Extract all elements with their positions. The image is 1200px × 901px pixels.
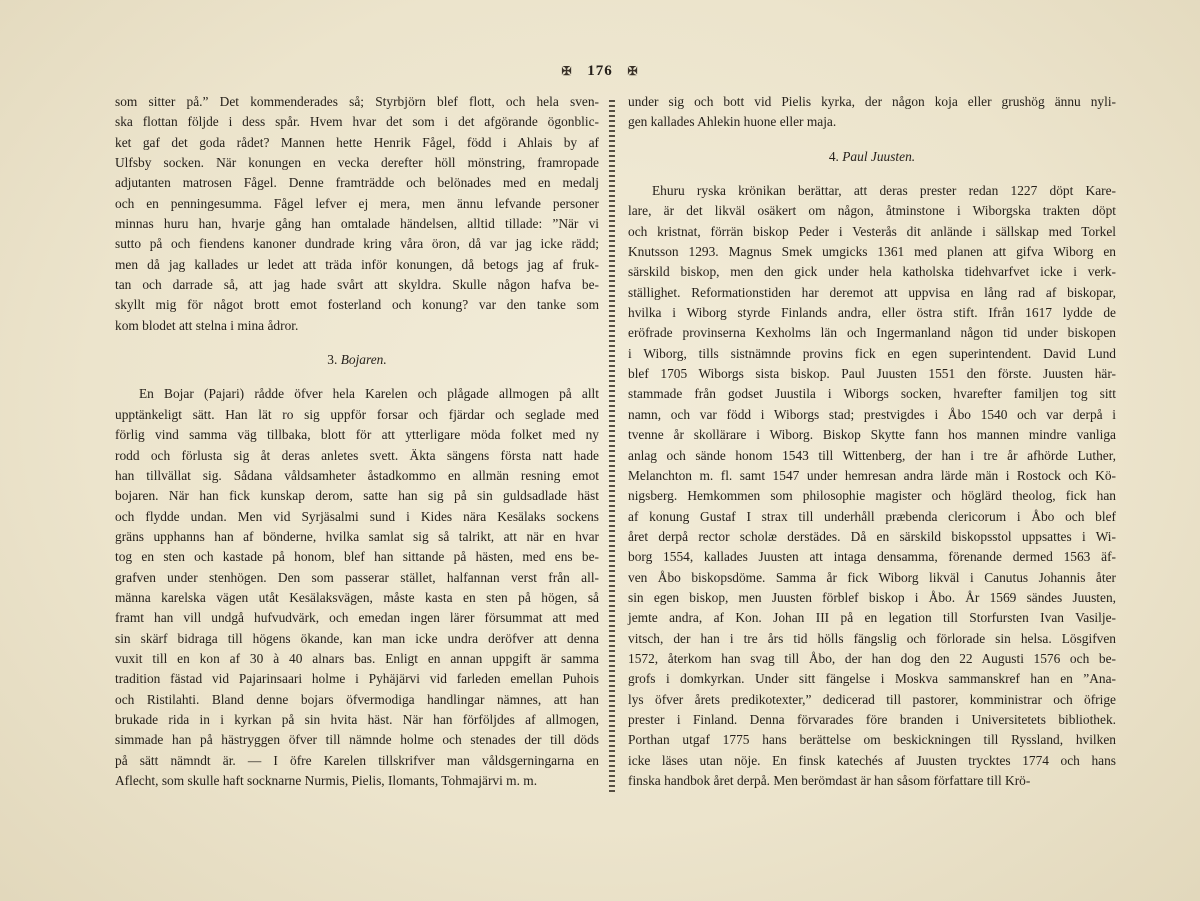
- text-line: En Bojar (Pajari) rådde öfver hela Karelen och plågade allmogen på allt: [139, 386, 599, 402]
- text-line: på sätt nämndt är. — I öfre Karelen tillskrifver man våldsgerningarna en: [115, 752, 599, 768]
- text-line: Knutsson 1293. Magnus Smek umgicks 1361 med planen att gifva Wiborg en: [628, 244, 1116, 260]
- text-line: finska handbok året derpå. Men berömdast är han såsom författare till Krö-: [628, 773, 1031, 788]
- page-header: [0, 63, 1200, 80]
- paragraph-continuation: [628, 92, 1116, 133]
- text-line: tog en sten och kastade på honom, blef han sittande på hästen, med ens be-: [115, 549, 599, 565]
- text-line: tradition fästad vid Pajarinsaari holme i Pyhäjärvi vid farleden emellan Puhois: [115, 671, 599, 687]
- text-line: namn, och var född i Wiborgs stad; prestvigdes i Åbo 1540 och var derpå i: [628, 406, 1116, 422]
- text-line: ställighet. Reformationstiden har deremot att uppvisa en lång rad af biskopar,: [628, 284, 1116, 300]
- text-line: nigsberg. Hemkommen som philosophie magister och höglärd theolog, fick han: [628, 488, 1116, 504]
- section-heading-juusten: [628, 147, 1116, 167]
- text-line: kom blodet att stelna i mina ådror.: [115, 317, 299, 333]
- text-line: i Wiborg, tills sistnämnde provins fick en egen superintendent. David Lund: [628, 345, 1116, 361]
- section-title: Bojaren.: [340, 352, 387, 368]
- text-line: eröfrade provinserna Kexholms län och Ingermanland någon tid under biskopen: [628, 325, 1116, 341]
- text-line: grofs i domkyrkan. Under sitt fängelse i Moskva sammanskref han en ”Ana-: [628, 671, 1116, 687]
- text-line: männa karelska vägen utåt Kesälaksvägen, måste kasta en sten på högen, så: [115, 589, 599, 605]
- text-line: skyllt mig för något brott emot fosterland och konung? var den tanke som: [115, 297, 599, 313]
- text-line: lys öfver årets predikotexter,” dedicerad till pastorer, komministrar och öfrige: [628, 691, 1116, 707]
- text-line: särskild biskop, men den gick under hela katholska tidehvarfvet icke i verk-: [628, 264, 1116, 280]
- text-line: anlag och sände honom 1543 till Wittenberg, der han i tre år afhörde Luther,: [628, 447, 1116, 463]
- text-line: sin egen biskop, men Juusten förblef biskop i Åbo. År 1569 sändes Juusten,: [628, 589, 1116, 605]
- text-line: minnas huru han, hvarje gång han omtalade händelsen, alltid tillade: ”När vi: [115, 216, 599, 232]
- text-line: sin skärf bidraga till högens ökande, kan man icke undra deröfver att denna: [115, 630, 599, 646]
- section-title: Paul Juusten.: [842, 148, 916, 164]
- text-line: upptänkeligt sätt. Han lät ro sig uppför forsar och fjärdar och seglade med: [115, 406, 599, 422]
- text-line: framt han vill undgå hufvudvärk, och emedan ingen lärer försummat att med: [115, 610, 599, 626]
- text-line: Ulfsby socken. När konungen en vecka derefter höll mönstring, framropade: [115, 155, 599, 171]
- text-line: prester i Finland. Denna förvarades före branden i Universitetets bibliothek.: [628, 711, 1116, 727]
- text-line: ven Åbo biskopsdöme. Samma år fick Wiborg likväl i Canutus Johannis åter: [628, 569, 1116, 585]
- text-line: grafven under stenhögen. Den som passerar stället, halfannan verst från all-: [115, 569, 599, 585]
- section-number: 4.: [828, 148, 839, 164]
- section-heading-bojaren: [115, 350, 599, 370]
- right-text-column: [628, 92, 1116, 791]
- text-line: vuxit till en kon af 30 à 40 alnars bas. Enligt en annan uppgift är samma: [115, 650, 599, 666]
- text-line: jemte andra, af Kon. Johan III på en legation till Storfursten Ivan Vasilje-: [628, 610, 1116, 626]
- paragraph-juusten: [628, 181, 1116, 791]
- text-line: rodd och förlusta sig åt deras anletes svett. Äkta sängens första natt hade: [115, 447, 599, 463]
- text-line: stammade från godset Juustila i Wiborgs socken, hvarefter familjen tog sitt: [628, 386, 1116, 402]
- text-line: af konung Gustaf I strax till underhåll præbenda clericorum i Åbo och blef: [628, 508, 1116, 524]
- text-line: lare, är det likväl osäkert om någon, åtminstone i Wiborgska trakten döpt: [628, 203, 1116, 219]
- page-number: 176: [587, 63, 613, 79]
- text-line: ket gaf det goda rådet? Mannen hette Henrik Fågel, född i Ahlais by af: [115, 134, 599, 150]
- text-line: sutto på och fiendens kanoner dundrade kring våra öron, då var jag icke rädd;: [115, 236, 599, 252]
- text-line: under sig och bott vid Pielis kyrka, der någon koja eller grushög ännu nyli-: [628, 94, 1116, 109]
- text-line: Melanchton m. fl. samt 1547 under hemresan andra lärde män i Rostock och Kö-: [628, 467, 1116, 483]
- text-line: icke läses utan nöje. En finsk katechés af Juusten trycktes 1774 och hans: [628, 752, 1116, 768]
- text-line: brukade rida in i kyrkan på sin hvita häst. När han förföljdes af allmogen,: [115, 711, 599, 727]
- text-line: som sitter på.” Det kommenderades så; Styrbjörn blef flott, och hela sven-: [115, 94, 599, 109]
- text-line: året derpå rector scholæ derstädes. Då en särskild biskopsstol uppsattes i Wi-: [628, 528, 1116, 544]
- text-line: ska flottan följde i dess spår. Hvem hvar det som i det afgörande ögonblic-: [115, 114, 599, 130]
- text-line: Aflecht, som skulle haft socknarne Nurmis, Pielis, Ilomants, Tohmajärvi m. m.: [115, 773, 538, 788]
- text-line: och kristnat, förrän biskop Peder i Vesterås dit anlände i sällskap med Torkel: [628, 223, 1116, 239]
- text-line: men då jag kallades ur ledet att träda inför konungen, då betogs jag af fruk-: [115, 256, 599, 272]
- text-line: förlig vind samma väg tillbaka, blott för att ytterligare möda folket med ny: [115, 427, 599, 443]
- text-line: Ehuru ryska krönikan berättar, att deras prester redan 1227 döpt Kare-: [652, 183, 1116, 199]
- column-divider: [609, 100, 615, 795]
- text-line: bojaren. När han fick kunskap derom, satte han sig på sin guldsadlade häst: [115, 488, 599, 504]
- text-line: gräns upphanns han af bönderne, hvilka samlat sig så talrikt, att när en hvar: [115, 528, 599, 544]
- text-line: 1572, återkom han svag till Åbo, der han dog den 22 Augusti 1576 och be-: [628, 650, 1116, 666]
- text-line: blef 1705 Wiborgs sista biskop. Paul Juusten 1551 den förste. Juusten här-: [628, 366, 1116, 382]
- text-line: Porthan utgaf 1775 hans berättelse om beskickningen till Ryssland, hvilken: [628, 732, 1116, 748]
- text-line: tan och darrade så, att jag hade svårt att skyldra. Skulle någon hafva be-: [115, 277, 599, 293]
- text-line: och Ristilahti. Bland denne bojars öfvermodiga handlingar nämnes, att han: [115, 691, 599, 707]
- left-text-column: [115, 92, 599, 791]
- text-line: och en penningesumma. Fågel lefver ej mera, men ännu lefvande personer: [115, 195, 599, 211]
- paragraph-continuation: [115, 92, 599, 336]
- text-line: vitsch, der han i tre års tid hölls fängslig och förlorade sin helsa. Lösgifven: [628, 630, 1116, 646]
- text-line: han tillvällat sig. Sådana våldsamheter åstadkommo en allmän resning emot: [115, 467, 599, 483]
- section-number: 3.: [327, 352, 338, 368]
- text-line: och flydde undan. Men vid Syrjäsalmi sund i Kides nära Kesälaks sockens: [115, 508, 599, 524]
- ornament-right: ✠: [627, 64, 639, 78]
- paragraph-bojaren: [115, 384, 599, 791]
- text-line: simmade han på hästryggen öfver till nämnde holme och stenades der till döds: [115, 732, 599, 748]
- text-line: hvilka i Wiborg styrde Finlands andra, eller östra stift. Ifrån 1617 lydde de: [628, 305, 1116, 321]
- ornament-left: ✠: [561, 64, 573, 78]
- text-line: adjutanten matrosen Fågel. Denne framträdde och belönades med en medalj: [115, 175, 599, 191]
- text-line: tvenne år skollärare i Wiborg. Biskop Skytte fann hos mannen mindre vanliga: [628, 427, 1116, 443]
- text-line: gen kallades Ahlekin huone eller maja.: [628, 114, 837, 130]
- text-line: borg 1554, kallades Juusten att intaga densamma, förenande dermed 1563 äf-: [628, 549, 1116, 565]
